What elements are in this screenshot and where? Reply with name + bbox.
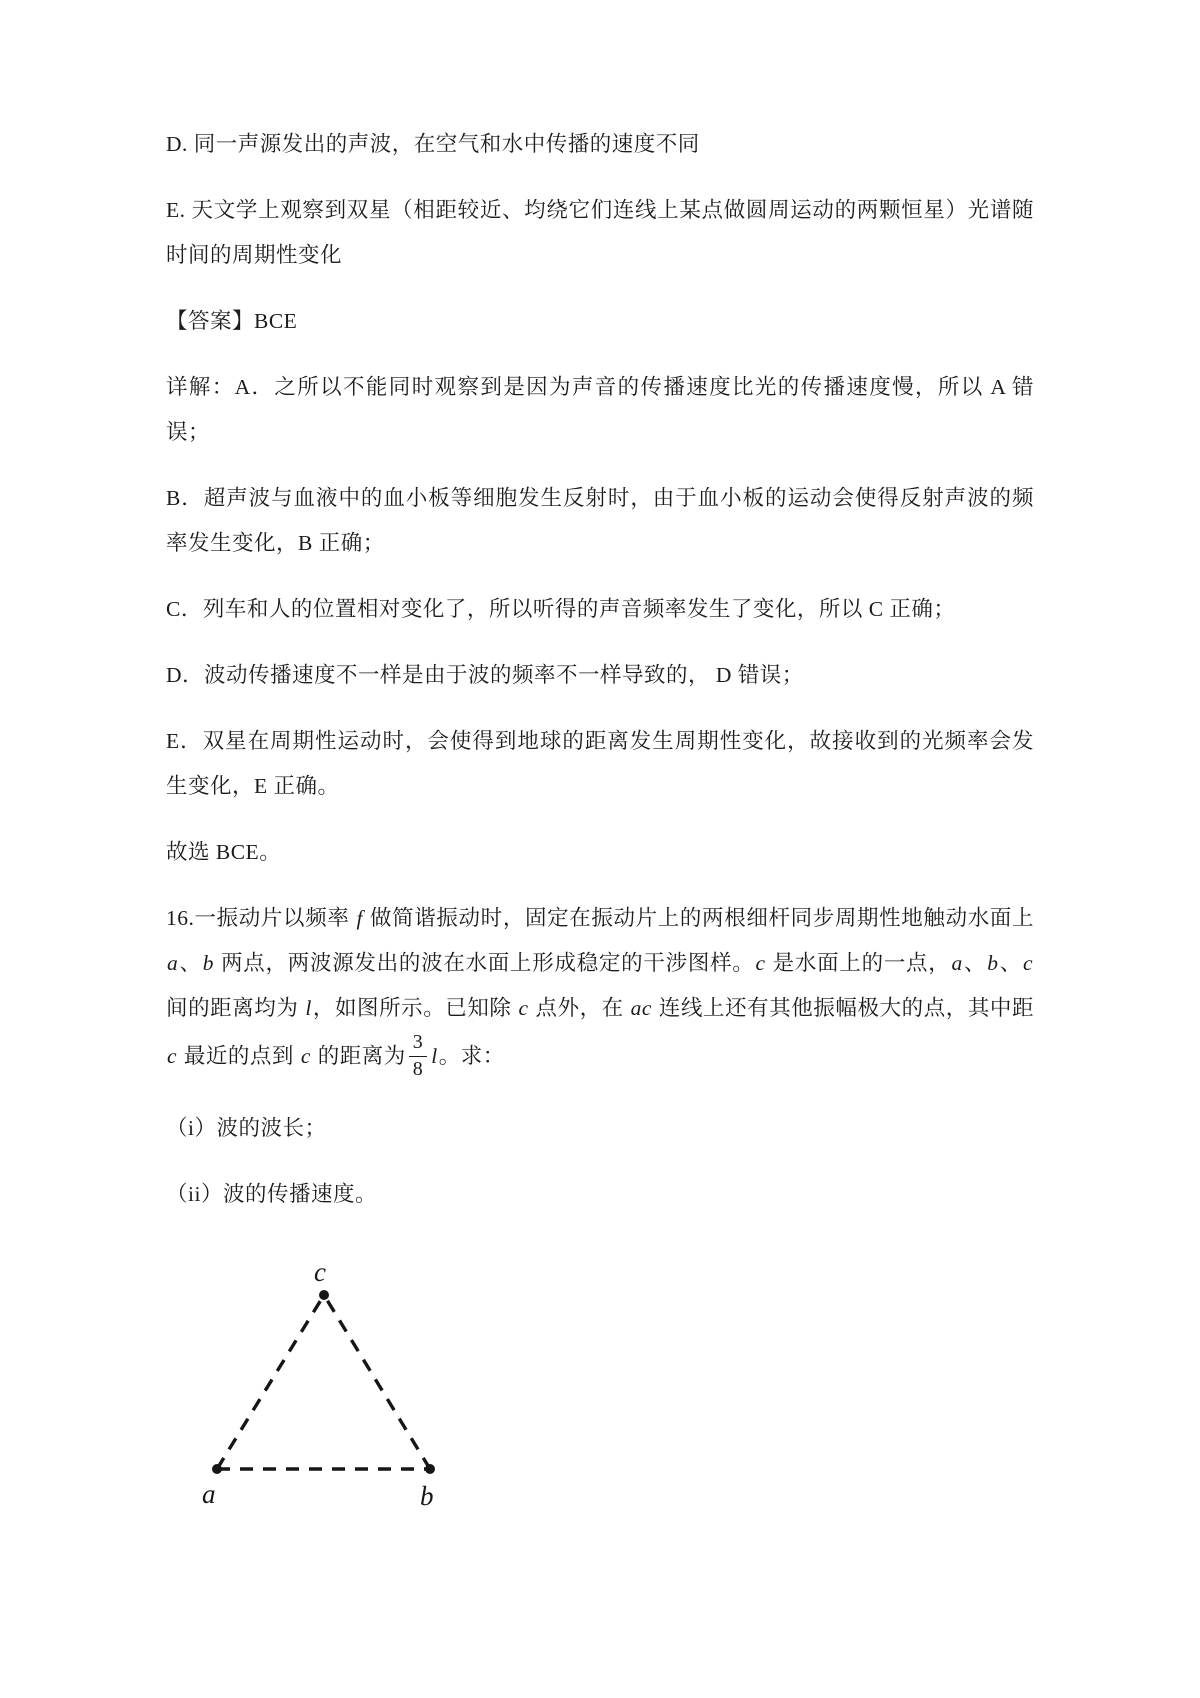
text-segment: 。求：	[438, 1043, 505, 1068]
text-segment: 故选 BCE。	[166, 840, 282, 864]
text-segment: c	[755, 951, 766, 975]
text-segment: 的距离为	[311, 1043, 406, 1068]
text-segment: ，如图所示。已知除	[312, 996, 518, 1020]
point-b	[425, 1464, 435, 1474]
text-segment: 做简谐振动时，固定在振动片上的两根细杆同步周期性地触动水面上	[363, 906, 1034, 930]
paragraph-container	[166, 122, 1034, 1217]
text-segment: 最近的点到	[178, 1043, 300, 1068]
text-segment: f	[356, 906, 363, 930]
answer-line	[166, 299, 1034, 344]
document-body	[166, 122, 1034, 1520]
explanation-e	[166, 719, 1034, 809]
text-segment: c	[300, 1043, 311, 1068]
question-16	[166, 896, 1034, 1085]
sub-question-ii	[166, 1172, 1034, 1217]
text-segment: 是水面上的一点，	[766, 951, 951, 975]
explanation-b	[166, 476, 1034, 566]
triangle-diagram-svg	[166, 1253, 496, 1515]
text-segment: 连线上还有其他振幅极大的点，其中距	[652, 996, 1034, 1020]
point-c	[319, 1290, 329, 1300]
text-segment: b	[202, 951, 214, 975]
text-segment: 、	[179, 951, 202, 975]
text-segment: 、	[963, 951, 987, 975]
conclusion-line	[166, 830, 1034, 875]
option-d	[166, 122, 1034, 167]
text-segment: ac	[630, 996, 652, 1020]
edge-bc	[324, 1295, 430, 1469]
text-segment: b	[987, 951, 999, 975]
explanation-a	[166, 365, 1034, 455]
vertex-label-c: c	[314, 1257, 326, 1287]
text-segment: （ii）波的传播速度。	[166, 1182, 377, 1206]
vertex-label-b: b	[420, 1481, 434, 1511]
interference-triangle-figure	[166, 1253, 1034, 1520]
text-segment: 间的距离均为	[166, 996, 305, 1020]
text-segment: a	[951, 951, 963, 975]
fraction-denominator: 8	[412, 1058, 424, 1080]
text-segment: 、	[999, 951, 1022, 975]
text-segment: E．双星在周期性运动时，会使得到地球的距离发生周期性变化，故接收到的光频率会发生变化，E 正确。	[166, 729, 1034, 798]
option-e	[166, 188, 1034, 278]
text-segment: c	[518, 996, 529, 1020]
text-segment: B．超声波与血液中的血小板等细胞发生反射时，由于血小板的运动会使得反射声波的频率发生变化，B 正确；	[166, 486, 1034, 555]
text-segment: D．波动传播速度不一样是由于波的频率不一样导致的， D 错误；	[166, 663, 804, 687]
text-segment: C．列车和人的位置相对变化了，所以听得的声音频率发生了变化，所以 C 正确；	[166, 597, 956, 621]
text-segment: 详解：A．之所以不能同时观察到是因为声音的传播速度比光的传播速度慢，所以 A 错误；	[166, 375, 1034, 444]
inline-fraction	[409, 1031, 428, 1081]
text-segment: 16.一振动片以频率	[166, 906, 356, 930]
sub-question-i	[166, 1106, 1034, 1151]
text-segment: E. 天文学上观察到双星（相距较近、均绕它们连线上某点做圆周运动的两颗恒星）光谱随时间的周期性变化	[166, 198, 1034, 267]
edge-ac	[217, 1295, 324, 1469]
text-segment: 点外，在	[529, 996, 630, 1020]
point-a	[212, 1464, 222, 1474]
text-segment: l	[431, 1043, 438, 1068]
text-segment: c	[1022, 951, 1033, 975]
vertex-label-a: a	[202, 1479, 216, 1509]
text-segment: （i）波的波长；	[166, 1116, 327, 1140]
text-segment: a	[167, 951, 179, 975]
text-segment: 两点，两波源发出的波在水面上形成稳定的干涉图样。	[214, 951, 755, 975]
fraction-numerator: 3	[409, 1031, 428, 1057]
text-segment: l	[305, 996, 312, 1020]
text-segment: D. 同一声源发出的声波，在空气和水中传播的速度不同	[166, 132, 700, 156]
text-segment: c	[167, 1043, 178, 1068]
explanation-d	[166, 653, 1034, 698]
explanation-c	[166, 587, 1034, 632]
text-segment: 【答案】BCE	[166, 309, 298, 333]
